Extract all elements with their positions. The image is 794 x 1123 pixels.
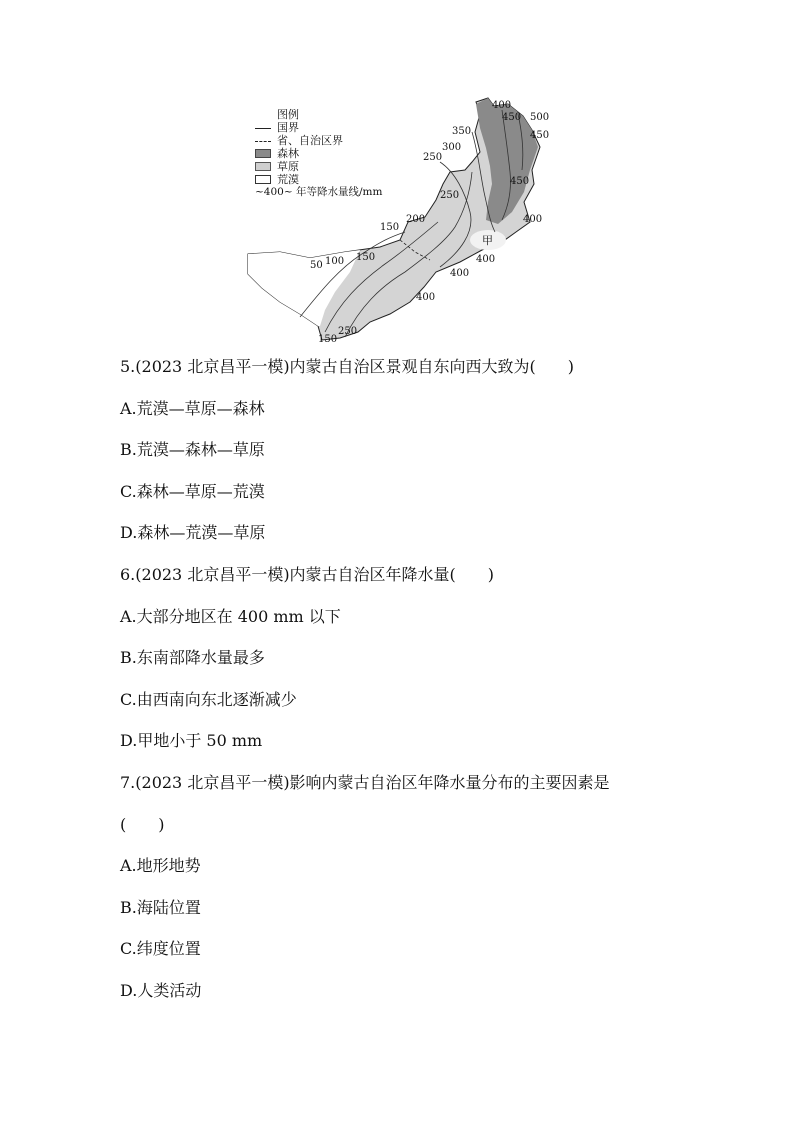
isohyet-label: 450 — [510, 176, 530, 187]
isohyet-label: 400 — [492, 100, 512, 111]
map-legend — [255, 108, 382, 199]
isohyet-label: 150 — [380, 222, 400, 233]
dashed-line-symbol-icon — [255, 141, 271, 142]
isohyet-label: 400 — [523, 214, 543, 225]
line-symbol-icon — [255, 128, 271, 129]
forest-swatch-icon — [255, 149, 271, 158]
question-6-option-a[interactable]: A.大部分地区在 400 mm 以下 — [120, 607, 341, 626]
place-label-jia: 甲 — [482, 234, 493, 247]
question-7-option-c[interactable]: C.纬度位置 — [120, 939, 201, 958]
grassland-swatch-icon — [255, 162, 271, 171]
question-5-option-d[interactable]: D.森林—荒漠—草原 — [120, 523, 266, 542]
question-6-option-d[interactable]: D.甲地小于 50 mm — [120, 731, 263, 750]
question-7-option-a[interactable]: A.地形地势 — [120, 856, 201, 875]
isohyet-label: 400 — [476, 254, 496, 265]
isohyet-label: 50 — [310, 260, 323, 271]
legend-item: 森林 — [255, 147, 382, 160]
isohyet-label: 200 — [406, 214, 426, 225]
isohyet-label: 400 — [416, 292, 436, 303]
isohyet-label: 450 — [502, 112, 522, 123]
legend-item: ~400~ 年等降水量线/mm — [255, 186, 383, 198]
isohyet-label: 250 — [423, 152, 443, 163]
desert-swatch-icon — [255, 175, 271, 184]
question-7-stem: 7.(2023 北京昌平一模)影响内蒙古自治区年降水量分布的主要因素是 — [120, 773, 610, 792]
isohyet-label: 150 — [318, 334, 338, 345]
legend-item: 省、自治区界 — [255, 134, 382, 147]
isohyet-label: 250 — [338, 326, 358, 337]
legend-item: 荒漠 — [255, 173, 382, 186]
isohyet-label: 400 — [450, 268, 470, 279]
legend-title: 图例 — [277, 108, 299, 121]
question-6-option-c[interactable]: C.由西南向东北逐渐减少 — [120, 690, 297, 709]
question-5-option-a[interactable]: A.荒漠—草原—森林 — [120, 399, 265, 418]
isohyet-label: 350 — [452, 126, 472, 137]
question-6-option-b[interactable]: B.东南部降水量最多 — [120, 648, 265, 667]
legend-item: 草原 — [255, 160, 382, 173]
isohyet-label: 100 — [325, 256, 345, 267]
isohyet-label: 150 — [356, 252, 376, 263]
question-5-stem: 5.(2023 北京昌平一模)内蒙古自治区景观自东向西大致为( ) — [120, 357, 575, 376]
question-6-stem: 6.(2023 北京昌平一模)内蒙古自治区年降水量( ) — [120, 565, 495, 584]
legend-item: 国界 — [255, 121, 382, 134]
isohyet-label: 250 — [440, 190, 460, 201]
question-7-option-b[interactable]: B.海陆位置 — [120, 898, 201, 917]
question-7-option-d[interactable]: D.人类活动 — [120, 981, 202, 1000]
question-5-option-b[interactable]: B.荒漠—森林—草原 — [120, 440, 265, 459]
isohyet-label: 300 — [442, 142, 462, 153]
question-7-stem-cont: ( ) — [120, 815, 165, 834]
isohyet-label: 450 — [530, 130, 550, 141]
question-5-option-c[interactable]: C.森林—草原—荒漠 — [120, 482, 265, 501]
isohyet-label: 500 — [530, 112, 550, 123]
